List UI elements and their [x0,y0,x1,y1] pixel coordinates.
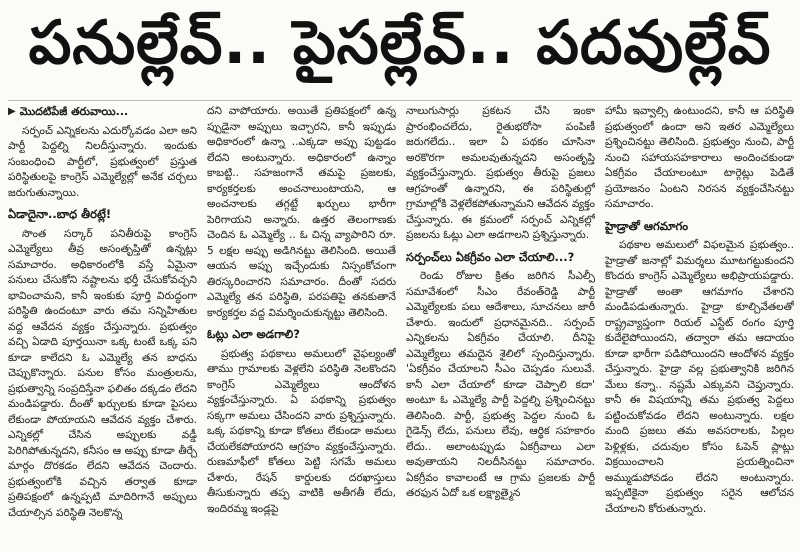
column-2 [207,104,396,550]
subheading: సర్పంచ్‌లు ఏకగ్రీవం ఎలా చేయాలి...? [406,249,575,264]
column-4 [605,104,794,550]
paragraph: పథకాల అమలులో విఫలమైన ప్రభుత్వం.. హైడ్రాతో జనాల్లో విమర్శలు మూటగట్టుకుందని కొందరు కాంగ్రెస్ ఎమ్మెల్యేలు అభిప్రాయపడ్డారు. హైడ్రాతో అంతా ఆగమాగం చేశారని మండిపడుతున్నారు. హైడ్రా కూల్చివేతలతో రాష్ట్రవ్యాప్తంగా రియల్ ఎస్టేట్ రంగం పూర్తి కుదేలైపోయిందని, తద్వారా తమ ఆదాయం కూడా భారీగా పడిపోయిందని ఆందోళన వ్యక్తం చేస్తున్నారు. హైడ్రా వల్ల ప్రభుత్వానికి జరిగిన మేలు కన్నా.. నష్టమే ఎక్కువని చెప్తున్నారు. కానీ ఈ విషయాన్ని తమ ప్రభుత్వ పెద్దలు పట్టించుకోవడం లేదని అంటున్నారు. లక్షల మంది ప్రజలు తమ అవసరాలకు, పిల్లల పెళ్లిళ్లకు, చదువుల కోసం ఓపెన్ ప్లాట్లు విక్రయించాలని ప్రయత్నించినా అమ్ముడుపోవడం లేదని అంటున్నారు. ఇప్పటికైనా ప్రభుత్వం సరైన ఆలోచన చేయాలని కోరుతున్నారు. [605,239,794,515]
headline: పనుల్లేవ్.. పైసల్లేవ్.. పదవుల్లేవ్ [28,8,772,78]
paragraph: సర్పంచ్ ఎన్నికలను ఎదుర్కోవడం ఎలా అని పార్టీ పెద్దల్ని నిలదీస్తున్నారు. ఇందుకు సంబంధించి పార్టీలో, ప్రభుత్వంలో ప్రస్తుత పరిస్థితులపై కాంగ్రెస్ ఎమ్మెల్యేల్లో అనేక చర్చలు జరుగుతున్నాయి. [8,124,197,199]
paragraph: దని వాపోయారు. అయితే ప్రతిపక్షంలో ఉన్న ప్పుడైనా అప్పులు ఇచ్చారని, కానీ ఇప్పుడు అధికారంలో ఉన్నా ..ఎక్కడా అప్పు పుట్టడం లేదని అంటున్నారు. అధికారంలో ఉన్నాం కాబట్టి.. సహజంగానే తమపై ప్రజలకు, కార్యకర్తలకు అంచనాలుంటాయని, ఆ అంచనాలకు తగ్గట్టే ఖర్చులు భారీగా పెరిగాయని అన్నారు. ఉత్తర తెలంగాణకు చెందిన ఓ ఎమ్మెల్యే .. ఓ చిన్న వ్యాపారిని రూ. 5 లక్షల అప్పు అడిగినట్టు తెలిసింది. అయితే ఆయన అప్పు ఇచ్చేందుకు నిస్సంకోచంగా తిరస్కరించారని సమాచారం. దీంతో సదరు ఎమ్మెల్యే తన పరిస్థితి, పరపతిపై తనకుతానే కార్యకర్తల వద్ద విమర్శించుకున్నట్టు తెలిసింది. [207,105,396,319]
continuation-kicker [8,104,197,120]
subheading: ఏడాదైనా..బాధ తీరట్లే! [8,207,112,221]
subheading: ఓట్లు ఎలా అడగాలి? [207,327,300,341]
paragraph: హామీ ఇవ్వాల్సి ఉంటుందని, కానీ ఆ పరిస్థితి ప్రభుత్వంలో ఉందా అని ఇతర ఎమ్మెల్యేలు ప్రశ్నించినట్టు తెలిసింది. ప్రభుత్వం నుంచి, పార్టీ నుంచి సహాయసహకారాలు అందించకుండా ఏకగ్రీవం చేయాలంటూ టార్గెట్లు పెడితే ప్రయోజనం ఏంటని నిరసన వ్యక్తంచేసినట్టు సమాచారం. [605,105,794,210]
headline-divider [8,100,792,101]
article-body [8,104,794,550]
paragraph: సొంత సర్కార్ పనితీరుపై కాంగ్రెస్ ఎమ్మెల్యేలు తీవ్ర అసంతృప్తితో ఉన్నట్లు సమాచారం. అధికారంలోకి వస్తే ఏమైనా పనులు చేసుకోని నష్టాలను భర్తీ చేసుకోవచ్చని భావించామని, కానీ ఇంకుకు పూర్తి విరుద్ధంగా పరిస్థితి ఉందంటూ వారు తమ సన్నిహితుల వద్ద ఆవేదన వ్యక్తం చేస్తున్నారు. ప్రభుత్వం వచ్చి ఏడాది పూర్తయినా ఒక్క టంటే ఒక్క పని కూడా కాలేదని ఓ ఎమ్మెల్యే తన బాధను చెప్పుకొన్నారు. పనుల కోసం మంత్రులను, ప్రభుత్వాన్ని సంప్రదిస్తేనా ఫలితం దక్కడం లేదని మండిపడ్డారు. దీంతో ఖర్చులకు కూడా పైసలు లేకుండా పోయాయని ఆవేదన వ్యక్తం చేశారు. ఎన్నికల్లో చేసిన అప్పులకు వడ్డీ పెరిగిపోతున్నదని, కనీసం ఆ అప్పు కూడా తీర్చే మార్గం దొరకడం లేదని ఆవేదన చెందారు. ప్రభుత్వంలోకి వచ్చిన తర్వాత కూడా ప్రతిపక్షంలో ఉన్నప్పటి మాదిరిగానే అప్పులు చేయాల్సిన పరిస్థితి నెలకొన్న [8,227,197,519]
paragraph: రెండు రోజుల క్రితం జరిగిన సీఎల్పీ సమావేశంలో సీఎం రేవంత్‌రెడ్డి పార్టీ ఎమ్మెల్యేలకు పలు ఆదేశాలు, సూచనలు జారీ చేశారు. ఇందులో ప్రధానమైనది.. సర్పంచ్ ఎన్నికలను ఏకగ్రీవం చేయాలి. దీనిపై ఎమ్మెల్యేలు తమదైన శైలిలో స్పందిస్తున్నారు. 'ఏకగ్రీవం చేయాలని సీఎం చెప్పడం సులువే. కానీ ఎలా చేయాలో కూడా చెప్పాలి కదా' అంటూ ఓ ఎమ్మెల్యే పార్టీ పెద్దల్ని ప్రశ్నించినట్టు తెలిసింది. పార్టీ, ప్రభుత్వ పెద్దల నుంచి ఓ గైడెన్స్ లేదు, పనులు లేవు, ఆర్థిక సహకారం లేదు.. అలాంటప్పుడు ఏకగ్రీవాలు ఎలా అవుతాయని నిలదీసినట్టు సమాచారం. ఏకగ్రీవం కావాలంటే ఆ గ్రామ ప్రజలకు పార్టీ తరఫున ఏదో ఒక లక్ష్యాత్మైన [406,270,595,499]
column-1 [8,104,197,550]
paragraph: నాలుగుసార్లు ప్రకటన చేసి ఇంకా ప్రారంభించలేదు, రైతుభరోసా పంపిణీ జరుగలేదు.. ఇలా ఏ పథకం చూసినా అరకొరగా అమలవుతున్నదని అసంతృప్తి వ్యక్తంచేస్తున్నారు. ప్రభుత్వం తీరుపై ప్రజలు ఆగ్రహంతో ఉన్నారని, ఈ పరిస్థితుల్లో గ్రామాల్లోకి వెళ్లలేకపోతున్నామని ఆవేదన వ్యక్తం చేస్తున్నారు. ఈ క్రమంలో సర్పంచ్ ఎన్నికల్లో ప్రజలను ఓట్లు ఎలా అడగాలని ప్రశ్నిస్తున్నారు. [406,105,595,241]
paragraph: ప్రభుత్వ పథకాలు అమలులో వైఫల్యంతో తాము గ్రామాలకు వెళ్లలేని పరిస్థితి నెలకొందని కాంగ్రెస్ ఎమ్మెల్యేలు ఆందోళన వ్యక్తంచేస్తున్నారు. ఏ పథకాన్ని ప్రభుత్వం సక్కగా అమలు చేసిందని వారు ప్రశ్నిస్తున్నారు. ఒక్క పథకాన్ని కూడా కోతలు లేకుండా అమలు చేయలేకపోయారని ఆగ్రహం వ్యక్తంచేస్తున్నారు. రుణమాఫీలో కోతలు పెట్టి సగమే అమలు చేశారు, రేషన్ కార్డులకు దరఖాస్తులు తీసుకున్నారు తప్ప వాటికి అతీగతీ లేదు, ఇందిరమ్మ ఇండ్లపై [207,347,396,515]
subheading: హైడ్రాతో ఆగమాగం [605,218,689,233]
arrow-right-icon: ▶ [8,106,16,117]
column-3 [406,104,595,550]
kicker-text: మొదటిపేజీ తరువాయి... [19,105,129,118]
